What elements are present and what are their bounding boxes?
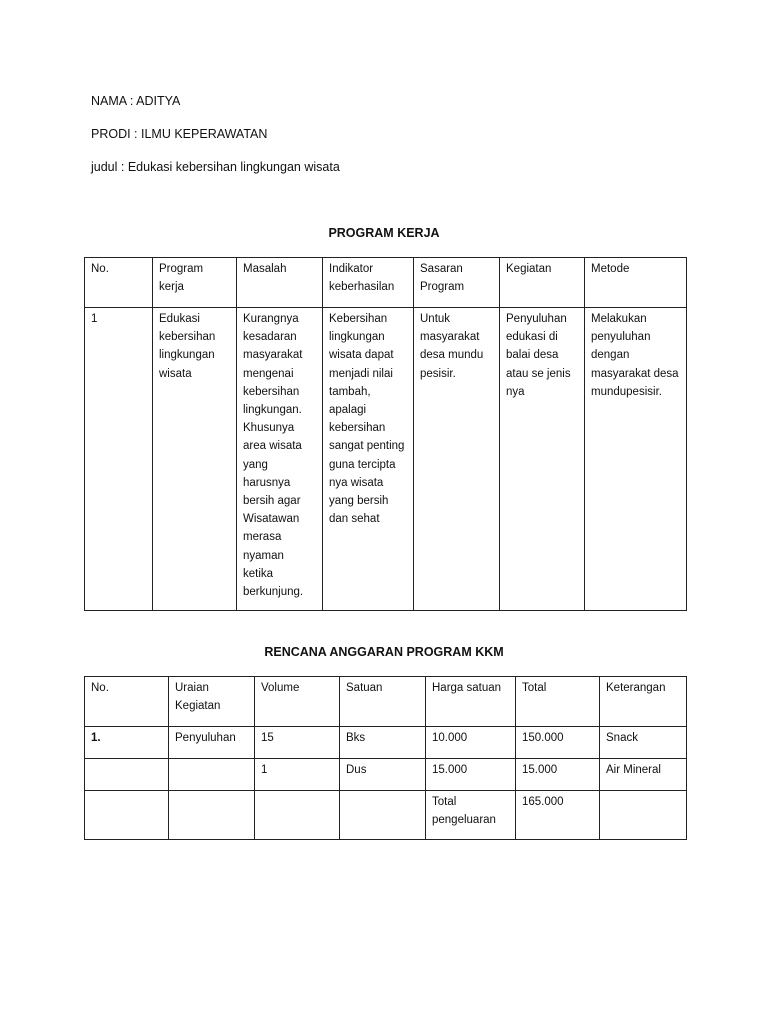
volume-cell [255, 791, 340, 840]
anggaran-title: RENCANA ANGGARAN PROGRAM KKM [264, 645, 504, 659]
anggaran-table [84, 676, 687, 840]
volume-cell: 1 [255, 759, 340, 791]
header-cell: Total [516, 677, 600, 727]
satuan-cell: Dus [340, 759, 426, 791]
program-kerja-title: PROGRAM KERJA [328, 226, 440, 240]
table-row [85, 308, 687, 611]
anggaran-header-row [85, 677, 687, 727]
row-number-cell [85, 791, 169, 840]
satuan-cell [340, 791, 426, 840]
header-cell: Indikator keberhasilan [323, 258, 414, 308]
row-number-cell: 1 [85, 308, 153, 611]
grand-total-cell: 165.000 [516, 791, 600, 840]
kegiatan-cell: Penyuluhan edukasi di balai desa atau se jenis nya [500, 308, 585, 611]
program-cell: Edukasi kebersihan lingkungan wisata [153, 308, 237, 611]
keterangan-cell: Snack [600, 727, 687, 759]
program-kerja-header-row [85, 258, 687, 308]
table-row [85, 791, 687, 840]
document-subject: judul : Edukasi kebersihan lingkungan wisata [91, 160, 340, 174]
uraian-cell [169, 791, 255, 840]
header-cell: Sasaran Program [414, 258, 500, 308]
keterangan-cell [600, 791, 687, 840]
table-row [85, 759, 687, 791]
harga-cell: 15.000 [426, 759, 516, 791]
header-cell: Masalah [237, 258, 323, 308]
sasaran-cell: Untuk masyarakat desa mundu pesisir. [414, 308, 500, 611]
table-row [85, 727, 687, 759]
header-cell: Keterangan [600, 677, 687, 727]
student-name: NAMA : ADITYA [91, 94, 181, 108]
keterangan-cell: Air Mineral [600, 759, 687, 791]
row-number-cell [85, 759, 169, 791]
metode-cell: Melakukan penyuluhan dengan masyarakat desa mundupesisir. [585, 308, 687, 611]
volume-cell: 15 [255, 727, 340, 759]
satuan-cell: Bks [340, 727, 426, 759]
masalah-cell: Kurangnya kesadaran masyarakat mengenai kebersihan lingkungan. Khusunya area wisata yang harusnya bersih agar Wisatawan merasa nyaman ketika berkunjung. [237, 308, 323, 611]
harga-cell: 10.000 [426, 727, 516, 759]
header-cell: Volume [255, 677, 340, 727]
total-label-cell: Total pengeluaran [426, 791, 516, 840]
total-cell: 150.000 [516, 727, 600, 759]
uraian-cell: Penyuluhan [169, 727, 255, 759]
indikator-cell: Kebersihan lingkungan wisata dapat menjadi nilai tambah, apalagi kebersihan sangat penting guna tercipta nya wisata yang bersih dan sehat [323, 308, 414, 611]
header-cell: Satuan [340, 677, 426, 727]
uraian-cell [169, 759, 255, 791]
header-cell: Uraian Kegiatan [169, 677, 255, 727]
header-cell: Metode [585, 258, 687, 308]
header-cell: Program kerja [153, 258, 237, 308]
program-kerja-table [84, 257, 687, 611]
total-cell: 15.000 [516, 759, 600, 791]
header-cell: Harga satuan [426, 677, 516, 727]
header-cell: No. [85, 258, 153, 308]
study-program: PRODI : ILMU KEPERAWATAN [91, 127, 268, 141]
header-cell: Kegiatan [500, 258, 585, 308]
header-cell: No. [85, 677, 169, 727]
row-number-cell: 1. [85, 727, 169, 759]
